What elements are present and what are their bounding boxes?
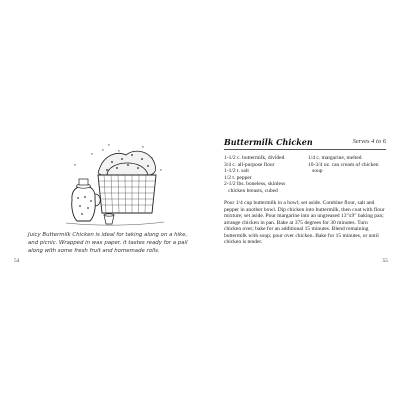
ingredient-line: soup [308, 168, 323, 174]
recipe-instructions: Pour 1/4 cup buttermilk in a bowl; set aside. Combine flour, salt and pepper in another bowl. Dip chicken into buttermilk, then coat with flour mixture; set aside. Pour margarine into an ungreased 13"x9" baking pan; arrange chicken in pan. Bake at 375 degrees for 30 minutes. Turn chicken over; bake for an additional 15 minutes. Blend remaining buttermilk with soup; pour over chicken. Bake for 15 minutes, or until chicken is tender. [224, 200, 385, 245]
picnic-basket-illustration [44, 142, 174, 234]
cookbook-spread [4, 124, 396, 272]
page-number-right: 55 [382, 258, 388, 264]
page-number-left: 54 [14, 258, 20, 264]
ingredient-line: 3/4 c. all-purpose flour [224, 161, 275, 168]
recipe-title: Buttermilk Chicken [224, 137, 313, 147]
ingredient-line: 1/2 t. pepper [224, 174, 252, 181]
ingredient-line: 2-1/2 lbs. boneless, skinless [224, 181, 286, 187]
ingredient-line: 1-1/2 t. salt [224, 168, 249, 174]
illustration-caption: Juicy Buttermilk Chicken is ideal for taking along on a hike, and picnic. Wrapped in wax paper, it tastes ready for a pail along with some fresh fruit and homemade rolls. [28, 232, 188, 254]
left-page [4, 124, 198, 272]
ingredient-line: 1/4 c. margarine, melted [308, 155, 362, 161]
ingredient-line: 10-3/4 oz. can cream of chicken [308, 161, 379, 168]
ingredients-column-left [224, 155, 306, 194]
title-rule [224, 149, 386, 150]
serves-label: Serves 4 to 6 [352, 138, 386, 145]
ingredients-column-right [308, 155, 400, 175]
right-page [200, 124, 396, 272]
ingredient-line: chicken breasts, cubed [224, 187, 278, 194]
ingredient-line: 1-1/2 c. buttermilk, divided [224, 155, 285, 161]
